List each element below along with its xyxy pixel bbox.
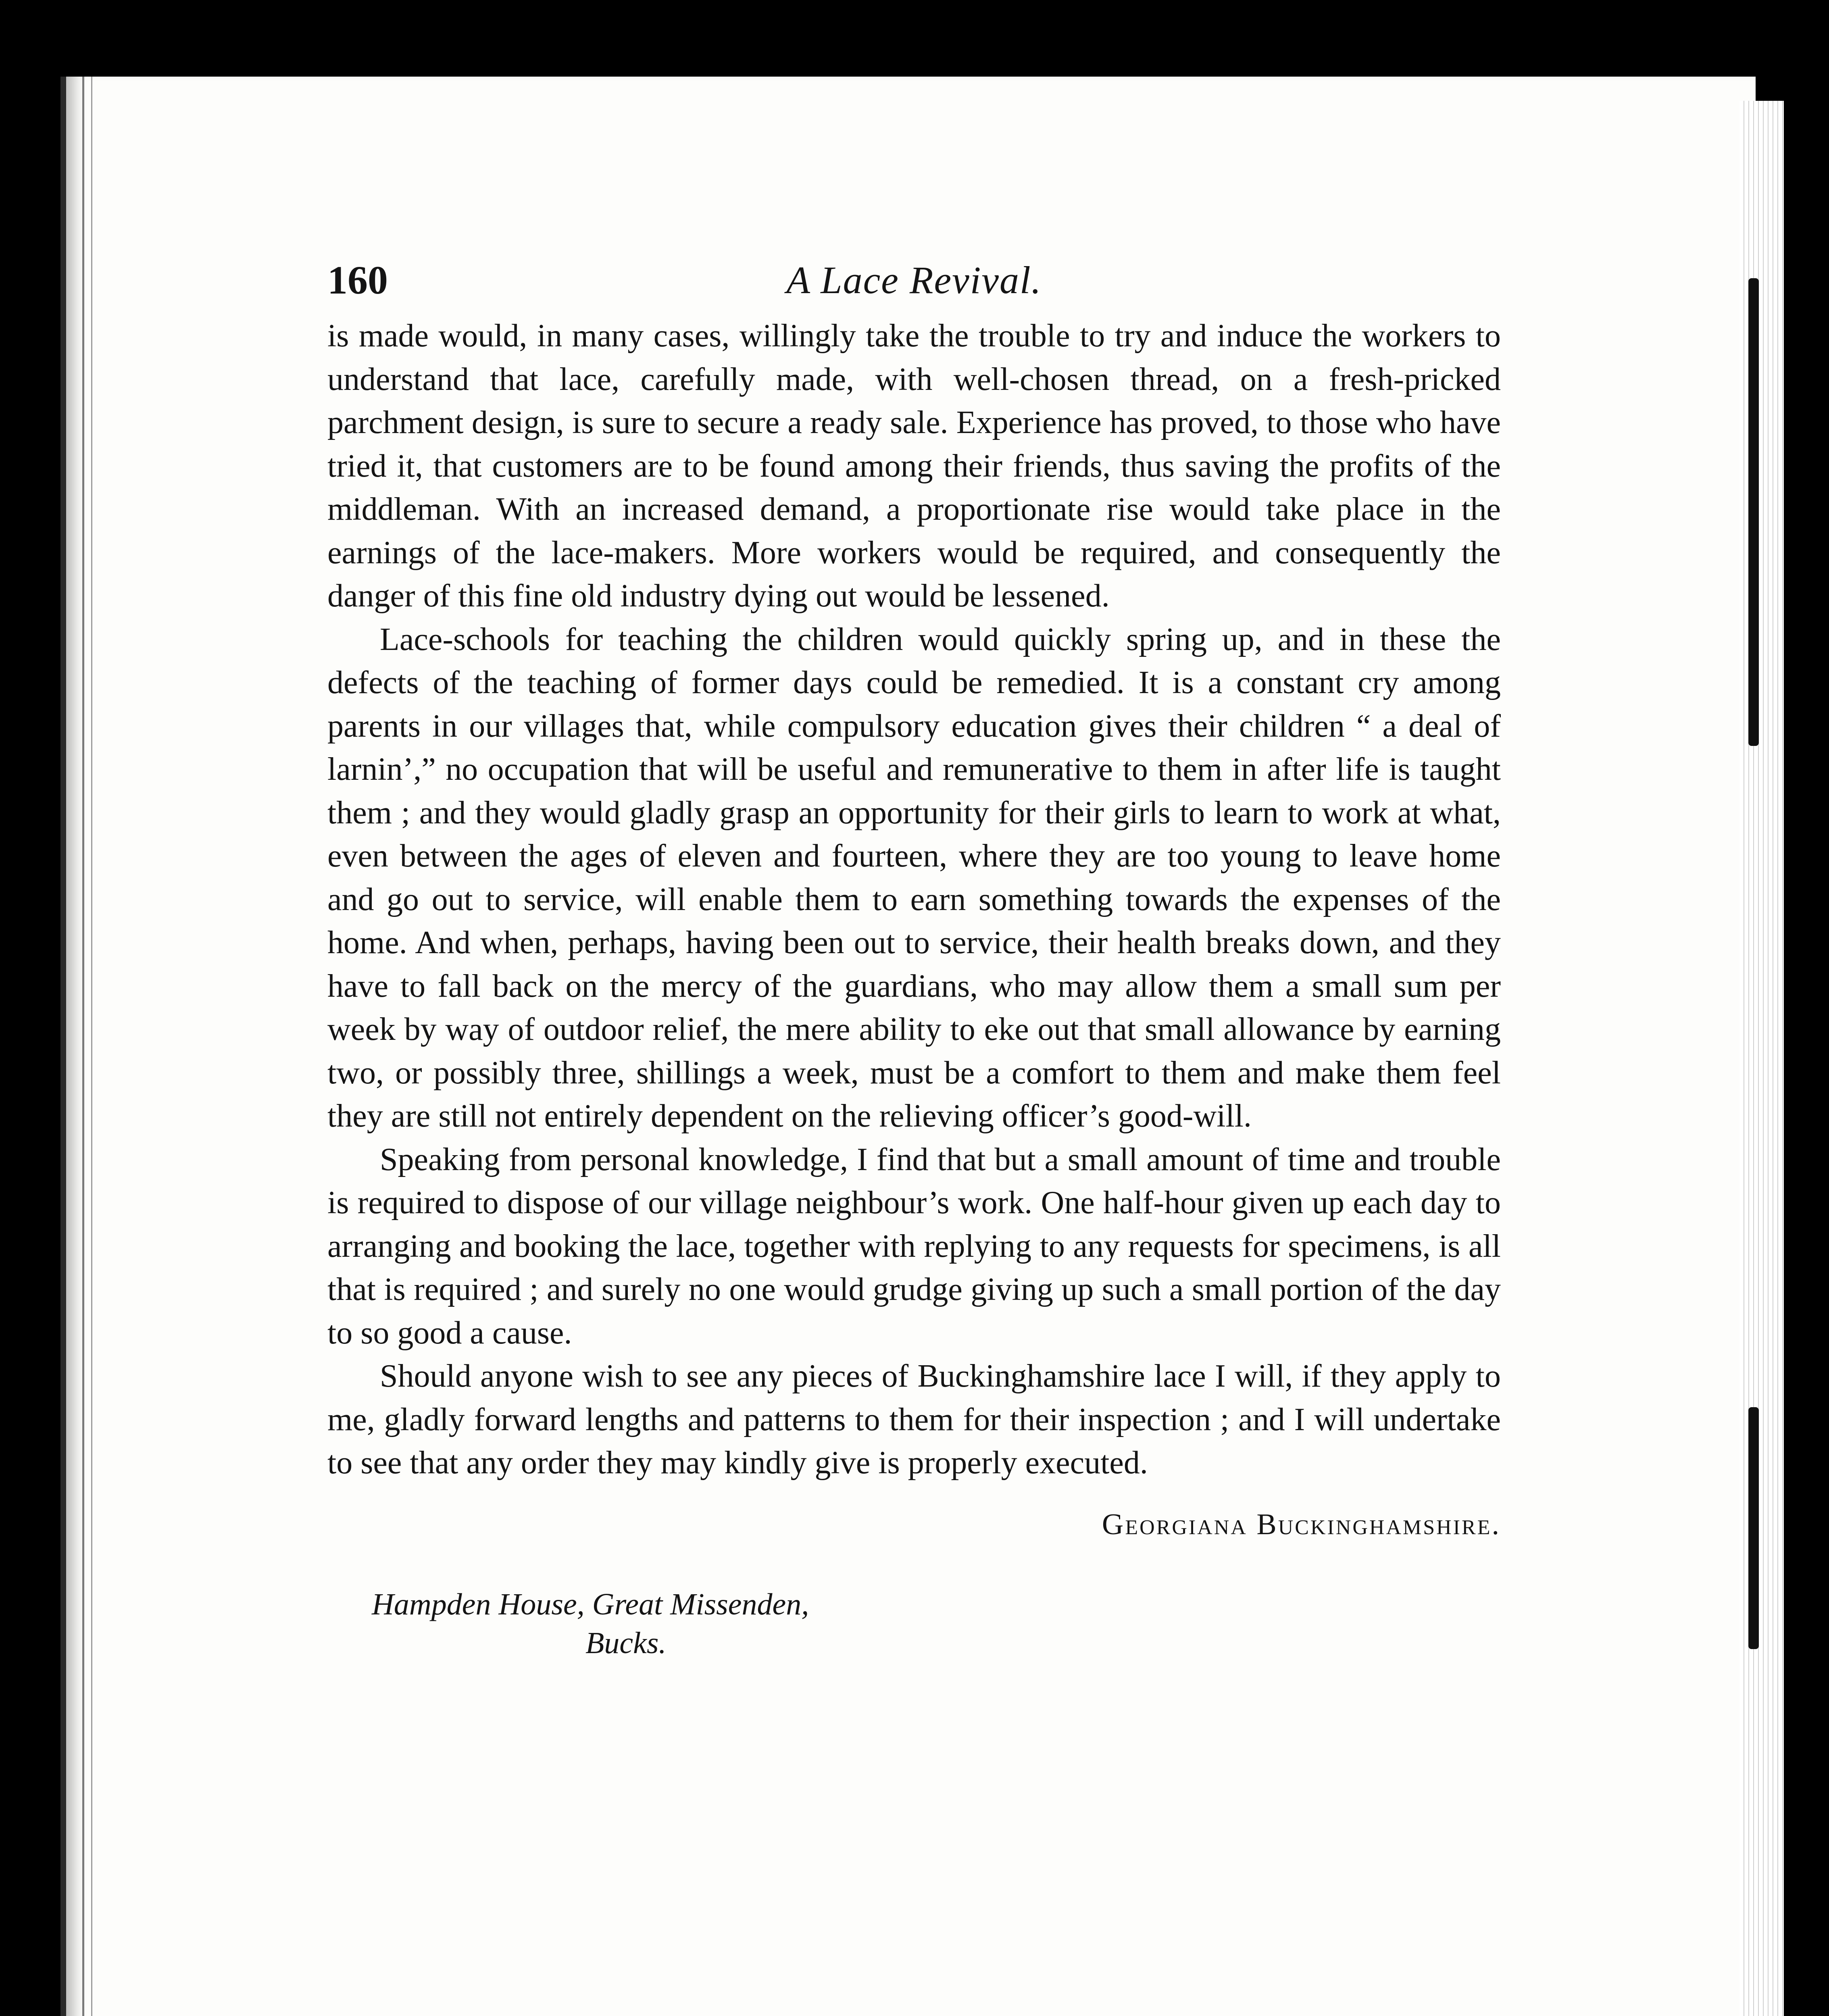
gutter-line <box>91 77 92 2016</box>
running-title: A Lace Revival. <box>786 258 1042 302</box>
paragraph: Should anyone wish to see any pieces of Buckinghamshire lace I will, if they apply to me, gladly forward lengths and patterns to them for their inspection ; and I will undertake to see that any order they may kindly give is properly executed. <box>327 1358 1501 1481</box>
page-edge-mark <box>1748 1407 1759 1649</box>
page-content <box>327 258 1501 1662</box>
page-edge-mark <box>1748 278 1759 746</box>
paragraph: Speaking from personal knowledge, I find that but a small amount of time and trouble is required to dispose of our village neighbour’s work. One half-hour given up each day to arranging and booking the lace, together with replying to any requests for specimens, is all that is required ; and surely no one would grudge giving up such a small portion of the day to so good a cause. <box>327 1141 1501 1351</box>
page-edges <box>1739 101 1784 2016</box>
signature: Georgiana Buckinghamshire. <box>1102 1508 1501 1541</box>
page-number: 160 <box>327 258 388 302</box>
address <box>327 1585 1501 1662</box>
paragraph: Lace-schools for teaching the children would quickly spring up, and in these the defects of the teaching of former days could be remedied. It is a constant cry among parents in our villages that, while compulsory education gives their children “ a deal of larnin’,” no occupation that will be useful and remunerative to them in after life is taught them ; and they would gladly grasp an opportunity for their girls to learn to work at what, even between the ages of eleven and fourteen, where they are too young to leave home and go out to service, will enable them to earn something towards the expenses of the home. And when, perhaps, having been out to service, their health breaks down, and they have to fall back on the mercy of the guardians, who may allow them a small sum per week by way of outdoor relief, the mere ability to eke out that small allowance by earning two, or possibly three, shillings a week, must be a comfort to them and make them feel they are still not entirely dependent on the relieving officer’s good-will. <box>327 621 1501 1134</box>
paragraph: is made would, in many cases, willingly take the trouble to try and induce the workers to understand that lace, carefully made, with well-chosen thread, on a fresh-pricked parchment design, is sure to secure a ready sale. Experience has proved, to those who have tried it, that customers are to be found among their friends, thus saving the profits of the middleman. With an increased demand, a proportionate rise would take place in the earnings of the lace-makers. More workers would be required, and consequently the danger of this fine old industry dying out would be lessened. <box>327 318 1501 614</box>
address-line: Hampden House, Great Missenden, <box>372 1587 809 1621</box>
body-text <box>327 314 1501 1485</box>
gutter-line <box>82 77 84 2016</box>
address-line: Bucks. <box>585 1626 667 1660</box>
running-head <box>327 258 1501 310</box>
